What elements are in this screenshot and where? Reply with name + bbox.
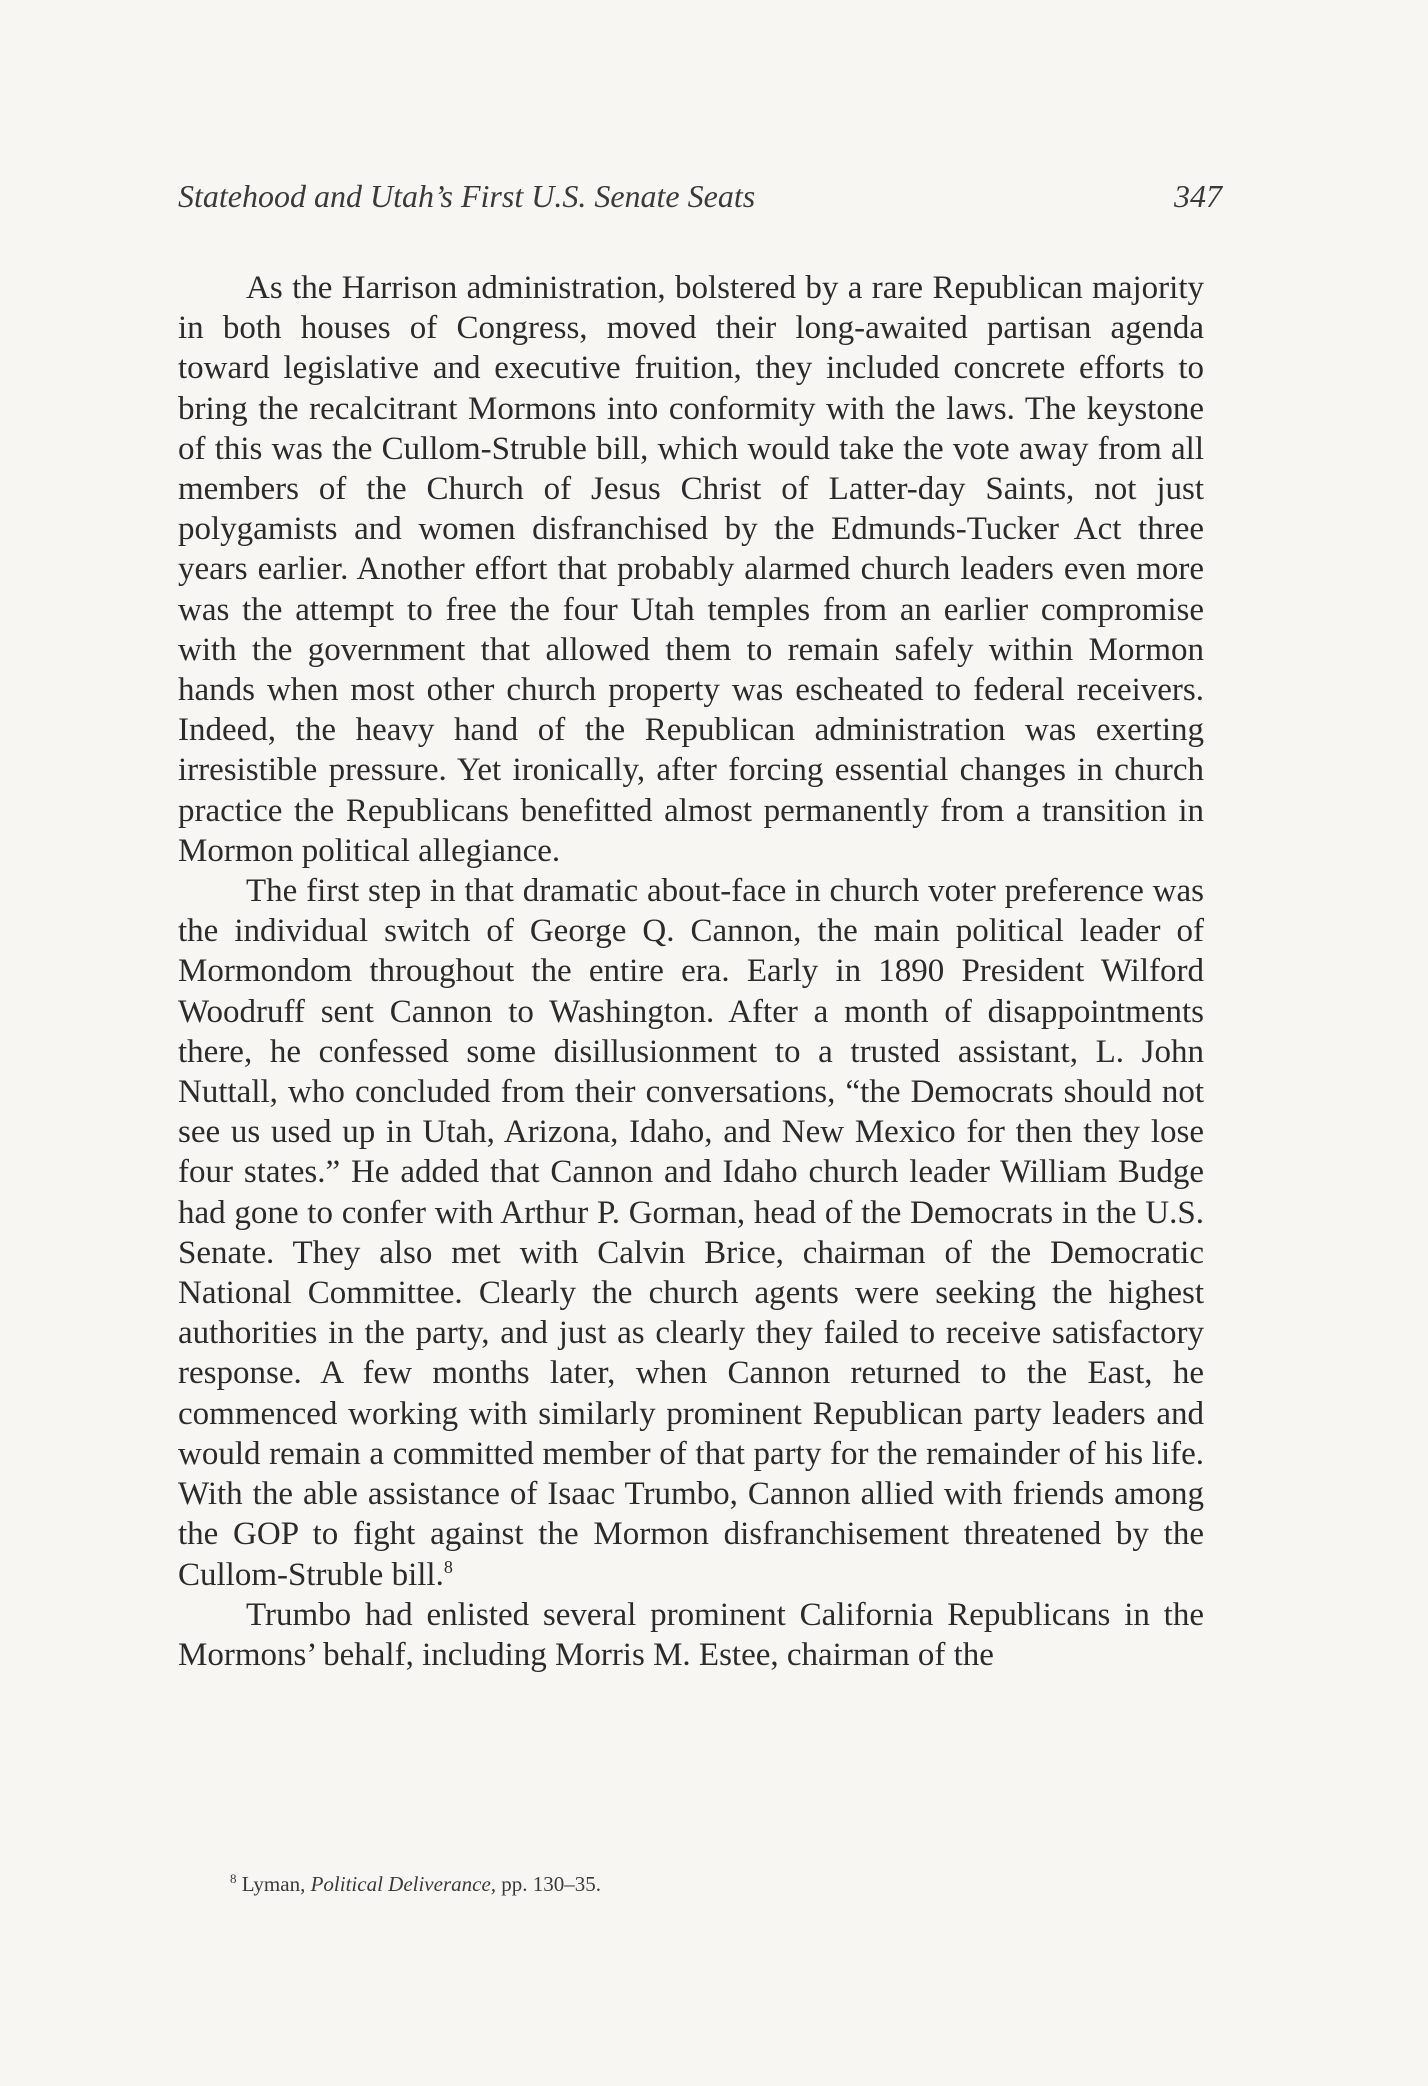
footnote-reference: 8: [443, 1556, 453, 1577]
footnote: [230, 1870, 1130, 1898]
body-text: [178, 268, 1204, 1675]
running-head: [178, 178, 1222, 222]
paragraph-text: The first step in that dramatic about-face in church voter preference was the individual switch of George Q. Cannon, the main political leader of Mormondom throughout the entire era. Early in 1890 President Wilford Woodruff sent Cannon to Washington. After a month of disappointments there, he confessed some disillusionment to a trusted assistant, L. John Nuttall, who concluded from their conversations, “the Democrats should not see us used up in Utah, Arizona, Idaho, and New Mexico for then they lose four states.” He added that Cannon and Idaho church leader William Budge had gone to confer with Arthur P. Gorman, head of the Democrats in the U.S. Senate. They also met with Calvin Brice, chairman of the Democratic National Committee. Clearly the church agents were seeking the highest authorities in the party, and just as clearly they failed to receive satisfactory response. A few months later, when Cannon returned to the East, he commenced working with similarly prominent Republican party leaders and would remain a committed member of that party for the remainder of his life. With the able assistance of Isaac Trumbo, Cannon allied with friends among the GOP to fight against the Mormon disfranchisement threatened by the Cullom-Struble bill.: [178, 873, 1204, 1593]
running-title: Statehood and Utah’s First U.S. Senate Seats: [178, 178, 756, 214]
paragraph: [178, 1595, 1204, 1675]
footnote-pages: pp. 130–35.: [501, 1872, 602, 1896]
footnote-author: Lyman,: [241, 1872, 306, 1896]
footnote-marker: 8: [230, 1871, 237, 1886]
paragraph-text: Trumbo had enlisted several prominent California Republicans in the Mormons’ behalf, including Morris M. Estee, chairman of the: [178, 1596, 1204, 1673]
paragraph: [178, 871, 1204, 1595]
footnote-work-title: Political Deliverance,: [310, 1872, 497, 1896]
page-number: 347: [1174, 178, 1222, 214]
paragraph: [178, 268, 1204, 871]
paragraph-text: As the Harrison administration, bolstered by a rare Republican majority in both houses of Congress, moved their long-awaited partisan agenda toward legislative and executive fruition, they included concrete efforts to bring the recalcitrant Mormons into conformity with the laws. The keystone of this was the Cullom-Struble bill, which would take the vote away from all members of the Church of Jesus Christ of Latter-day Saints, not just polygamists and women disfranchised by the Edmunds-Tucker Act three years earlier. Another effort that probably alarmed church leaders even more was the attempt to free the four Utah temples from an earlier compromise with the government that allowed them to remain safely within Mormon hands when most other church property was escheated to federal receivers. Indeed, the heavy hand of the Republican administration was exerting irresistible pressure. Yet ironically, after forcing essential changes in church practice the Republicans benefitted almost permanently from a transition in Mormon political allegiance.: [178, 270, 1204, 869]
